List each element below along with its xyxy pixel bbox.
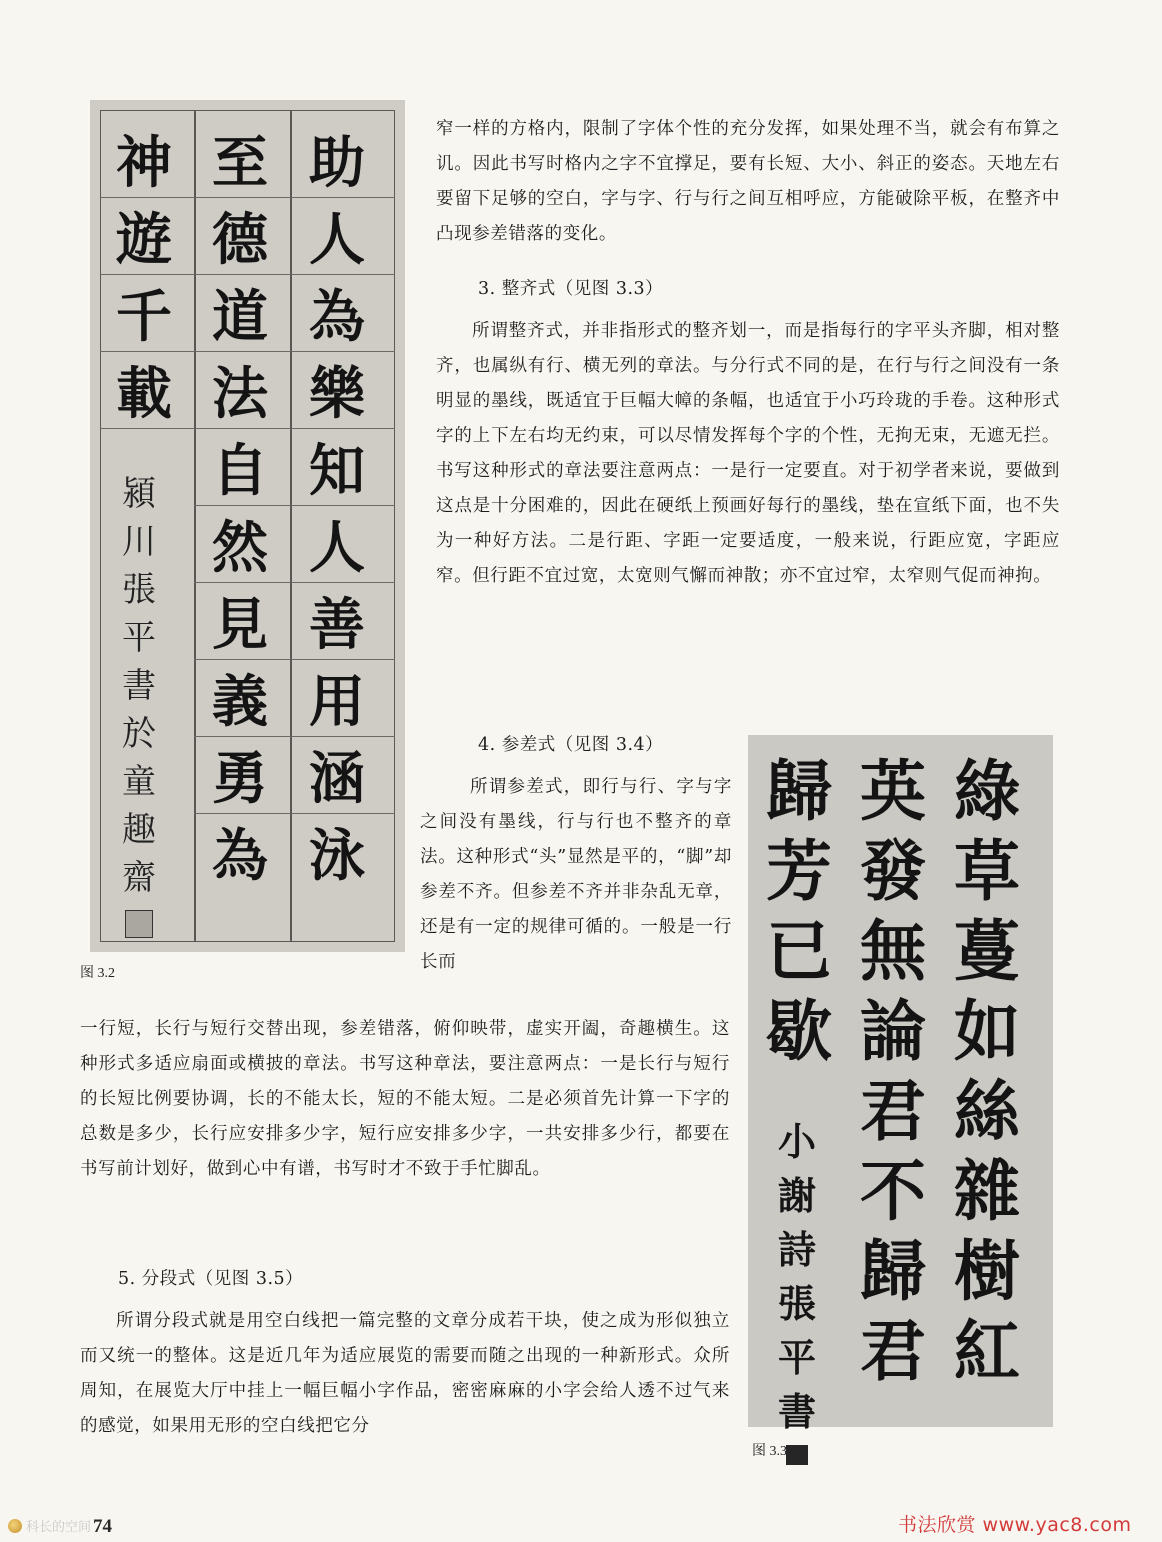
calligraphy-char: 英 (860, 752, 926, 830)
grid-vline (194, 110, 196, 942)
calligraphy-char: 用 (309, 668, 365, 735)
paragraph-cenci-start: 所谓参差式，即行与行、字与字之间没有墨线，行与行也不整齐的章法。这种形式“头”显然是平的，“脚”却参差不齐。但参差不齐并非杂乱无章，还是有一定的规律可循的。一般是一行长而 (420, 777, 732, 972)
calligraphy-char: 歇 (766, 992, 832, 1070)
signature-char: 張 (122, 570, 156, 610)
figure-3-2-column-right (297, 120, 377, 890)
calligraphy-char: 發 (860, 832, 926, 910)
signature-char: 平 (122, 618, 156, 658)
calligraphy-char: 如 (954, 992, 1020, 1070)
calligraphy-char: 君 (860, 1072, 926, 1150)
paragraph-continued: 窄一样的方格内，限制了字体个性的充分发挥，如果处理不当，就会有布算之讥。因此书写时格内之字不宜撑足，要有长短、大小、斜正的姿态。天地左右要留下足够的空白，字与字、行与行之间互相呼应，方能破除平板，在整齐中凸现参差错落的变化。 (436, 119, 1060, 244)
seal-stamp (125, 910, 153, 938)
heading-5: 5. 分段式（见图 3.5） (118, 1269, 304, 1289)
calligraphy-char: 樹 (954, 1232, 1020, 1310)
calligraphy-char: 神 (116, 129, 172, 196)
watermark-logo-icon (8, 1519, 22, 1533)
watermark-left (8, 1516, 91, 1535)
grid-vline (290, 110, 292, 942)
calligraphy-char: 絲 (954, 1072, 1020, 1150)
seal-stamp (786, 1445, 808, 1465)
figure-3-3-caption: 图 3.3 (752, 1444, 787, 1459)
calligraphy-char: 蔓 (954, 912, 1020, 990)
figure-3-2-caption: 图 3.2 (80, 966, 115, 981)
figure-3-2-column-left (104, 120, 184, 428)
calligraphy-char: 歸 (860, 1232, 926, 1310)
calligraphy-char: 義 (212, 668, 268, 735)
signature-char: 於 (122, 714, 156, 754)
signature-char: 書 (122, 666, 156, 706)
calligraphy-char: 見 (212, 591, 268, 658)
signature-char: 趣 (122, 810, 156, 850)
watermark-right[interactable]: 书法欣赏 www.yac8.com (898, 1514, 1132, 1536)
calligraphy-char: 為 (212, 822, 268, 889)
calligraphy-char: 紅 (954, 1312, 1020, 1390)
figure-3-3-signature (778, 1115, 816, 1465)
calligraphy-char: 勇 (212, 745, 268, 812)
calligraphy-char: 助 (309, 129, 365, 196)
calligraphy-char: 至 (212, 129, 268, 196)
figure-3-2 (90, 100, 405, 952)
calligraphy-char: 知 (309, 437, 365, 504)
signature-char: 張 (778, 1281, 817, 1326)
calligraphy-char: 涵 (309, 745, 365, 812)
signature-char: 小 (778, 1119, 817, 1164)
calligraphy-char: 千 (116, 283, 172, 350)
figure-3-2-column-middle (200, 120, 280, 890)
calligraphy-char: 不 (860, 1152, 926, 1230)
signature-char: 童 (122, 762, 156, 802)
heading-3: 3. 整齐式（见图 3.3） (478, 279, 664, 299)
page-number: 74 (93, 1516, 112, 1537)
signature-char: 潁 (122, 474, 156, 514)
signature-char: 齋 (122, 858, 156, 898)
calligraphy-char: 為 (309, 283, 365, 350)
calligraphy-char: 泳 (309, 822, 365, 889)
calligraphy-char: 人 (309, 514, 365, 581)
signature-char: 平 (778, 1335, 817, 1380)
signature-char: 謝 (778, 1173, 817, 1218)
calligraphy-char: 芳 (766, 832, 832, 910)
calligraphy-char: 道 (212, 283, 268, 350)
calligraphy-char: 論 (860, 992, 926, 1070)
paragraph-cenci-cont: 一行短，长行与短行交替出现，参差错落，俯仰映带，虚实开阖，奇趣横生。这种形式多适应扇面或横披的章法。书写这种章法，要注意两点：一是长行与短行的长短比例要协调，长的不能太长，短的不能太短。二是必须首先计算一下字的总数是多少，长行应安排多少字，短行应安排多少字，一共安排多少行，都要在书写前计划好，做到心中有谱，书写时才不致于手忙脚乱。 (80, 1019, 730, 1179)
calligraphy-char: 人 (309, 206, 365, 273)
calligraphy-char: 歸 (766, 752, 832, 830)
calligraphy-char: 載 (116, 360, 172, 427)
calligraphy-char: 已 (766, 912, 832, 990)
figure-3-3 (748, 735, 1053, 1434)
heading-4: 4. 参差式（见图 3.4） (478, 735, 664, 755)
calligraphy-char: 德 (212, 206, 268, 273)
calligraphy-char: 無 (860, 912, 926, 990)
figure-3-3-column-3 (766, 751, 832, 1071)
watermark-left-text: 科长的空间 (26, 1520, 92, 1535)
signature-char: 川 (122, 522, 156, 562)
calligraphy-char: 然 (212, 514, 268, 581)
figure-3-2-signature (122, 470, 156, 938)
calligraphy-char: 君 (860, 1312, 926, 1390)
calligraphy-char: 法 (212, 360, 268, 427)
figure-3-3-column-1 (954, 751, 1020, 1391)
calligraphy-char: 善 (309, 591, 365, 658)
signature-char: 書 (778, 1389, 817, 1434)
calligraphy-char: 綠 (954, 752, 1020, 830)
calligraphy-char: 草 (954, 832, 1020, 910)
paragraph-zhengqi: 所谓整齐式，并非指形式的整齐划一，而是指每行的字平头齐脚，相对整齐，也属纵有行、横无列的章法。与分行式不同的是，在行与行之间没有一条明显的墨线，既适宜于巨幅大幛的条幅，也适宜于小巧玲珑的手卷。这种形式字的上下左右均无约束，可以尽情发挥每个字的个性，无拘无束，无遮无拦。书写这种形式的章法要注意两点：一是行一定要直。对于初学者来说，要做到这点是十分困难的，因此在硬纸上预画好每行的墨线，垫在宣纸下面，也不失为一种好方法。二是行距、字距一定要适度，一般来说，行距应宽，字距应窄。但行距不宜过宽，太宽则气懈而神散；亦不宜过窄，太窄则气促而神拘。 (436, 321, 1060, 586)
calligraphy-char: 樂 (309, 360, 365, 427)
calligraphy-char: 遊 (116, 206, 172, 273)
calligraphy-char: 自 (212, 437, 268, 504)
figure-3-3-column-2 (860, 751, 926, 1391)
paragraph-fenduan: 所谓分段式就是用空白线把一篇完整的文章分成若干块，使之成为形似独立而又统一的整体。这是近几年为适应展览的需要而随之出现的一种新形式。众所周知，在展览大厅中挂上一幅巨幅小字作品，密密麻麻的小字会给人透不过气来的感觉，如果用无形的空白线把它分 (80, 1311, 730, 1436)
signature-char: 詩 (778, 1227, 817, 1272)
calligraphy-char: 雜 (954, 1152, 1020, 1230)
